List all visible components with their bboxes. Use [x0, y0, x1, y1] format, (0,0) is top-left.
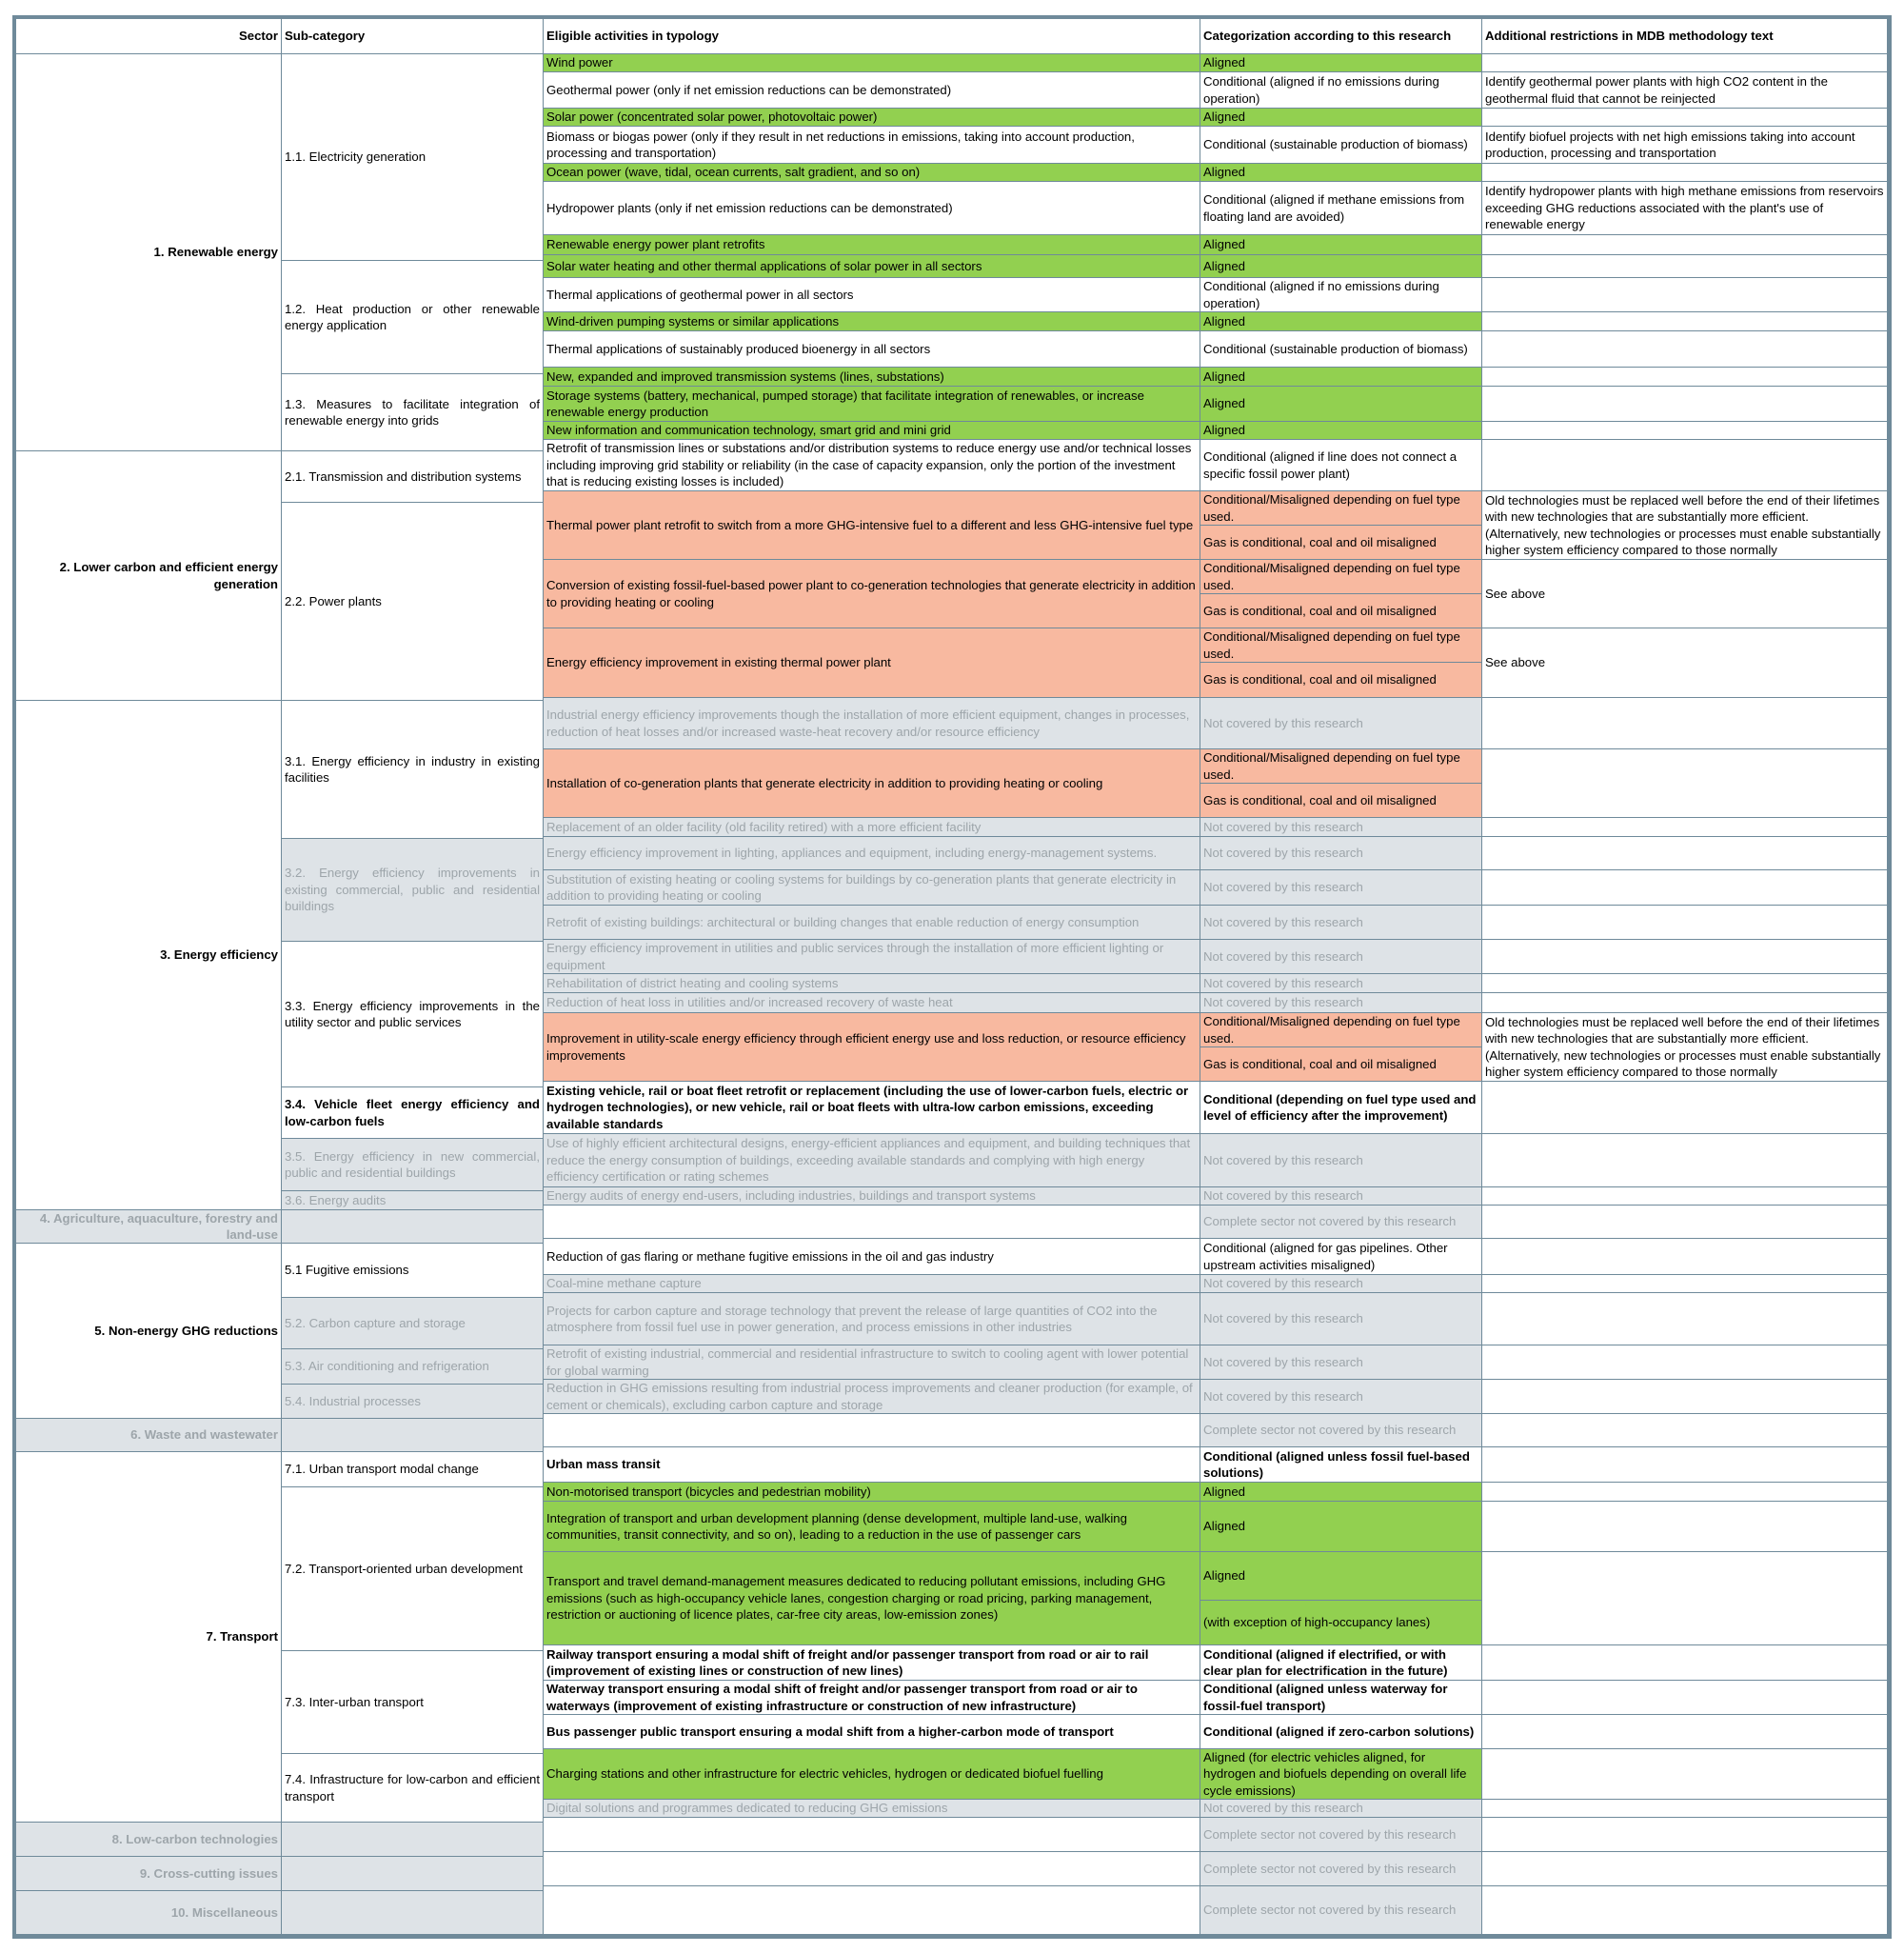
subcategory-label: 3.3. Energy efficiency improvements in the utility sector and public services	[282, 942, 544, 1087]
sector-label: 8. Low-carbon technologies	[16, 1823, 282, 1857]
activity-cell: Solar power (concentrated solar power, photovoltaic power)	[544, 109, 1200, 127]
categorization-cell: Conditional/Misaligned depending on fuel type used.	[1200, 628, 1482, 663]
categorization-cell: Gas is conditional, coal and oil misaligned	[1200, 594, 1482, 628]
categorization-cell: Complete sector not covered by this research	[1200, 1886, 1482, 1935]
categorization-cell: Complete sector not covered by this research	[1200, 1818, 1482, 1852]
subcategory-label: 3.1. Energy efficiency in industry in existing facilities	[282, 701, 544, 839]
categorization-cell: Not covered by this research	[1200, 1345, 1482, 1380]
restriction-cell	[1482, 1275, 1888, 1293]
categorization-cell: Conditional/Misaligned depending on fuel type used.	[1200, 491, 1482, 526]
activity-cell: Projects for carbon capture and storage technology that prevent the release of large quantities of CO2 into the atmosphere from fossil fuel use in power generation, and process emissions in other industries	[544, 1293, 1200, 1345]
restriction-cell: See above	[1482, 628, 1888, 698]
activity-cell: Coal-mine methane capture	[544, 1275, 1200, 1293]
activity-cell: Ocean power (wave, tidal, ocean currents, salt gradient, and so on)	[544, 164, 1200, 182]
subcategory-label: 5.4. Industrial processes	[282, 1385, 544, 1419]
activity-cell: Substitution of existing heating or cooling systems for buildings by co-generation plants that generate electricity in addition to providing heating or cooling	[544, 870, 1200, 906]
activity-cell: Digital solutions and programmes dedicated to reducing GHG emissions	[544, 1800, 1200, 1818]
categorization-cell: Conditional (depending on fuel type used and level of efficiency after the improvement)	[1200, 1082, 1482, 1134]
activity-cell: Biomass or biogas power (only if they result in net reductions in emissions, taking into account production, processing and transportation)	[544, 127, 1200, 164]
restriction-cell	[1482, 1187, 1888, 1206]
header-sector: Sector	[16, 19, 282, 54]
restriction-cell	[1482, 1886, 1888, 1935]
restriction-cell	[1482, 1483, 1888, 1502]
categorization-cell: Aligned	[1200, 255, 1482, 278]
categorization-cell: Aligned	[1200, 312, 1482, 331]
restriction-cell	[1482, 368, 1888, 387]
restriction-cell	[1482, 974, 1888, 993]
restriction-cell	[1482, 1447, 1888, 1483]
restriction-cell	[1482, 1552, 1888, 1645]
activity-cell: Storage systems (battery, mechanical, pumped storage) that facilitate integration of renewables, or increase renewable energy production	[544, 387, 1200, 422]
categorization-cell: Aligned	[1200, 54, 1482, 72]
categorization-cell: Conditional (aligned unless waterway for fossil-fuel transport)	[1200, 1681, 1482, 1715]
activity-cell	[544, 1206, 1200, 1239]
subcategory-label: 5.3. Air conditioning and refrigeration	[282, 1349, 544, 1385]
activity-cell: Retrofit of existing industrial, commercial and residential infrastructure to switch to cooling agent with lower potential for global warming	[544, 1345, 1200, 1380]
subcategory-label	[282, 1210, 544, 1244]
activity-cell: Bus passenger public transport ensuring a modal shift from a higher-carbon mode of transport	[544, 1715, 1200, 1749]
sector-label: 5. Non-energy GHG reductions	[16, 1244, 282, 1419]
subcategory-label: 3.2. Energy efficiency improvements in existing commercial, public and residential buildings	[282, 839, 544, 942]
restriction-cell	[1482, 1082, 1888, 1134]
activity-cell: Existing vehicle, rail or boat fleet retrofit or replacement (including the use of lower-carbon fuels, electric or hydrogen technologies), or new vehicle, rail or boat fleets with ultra-low carbon emissions, exceeding available standards	[544, 1082, 1200, 1134]
restriction-cell	[1482, 235, 1888, 255]
categorization-cell: Conditional (aligned if methane emissions from floating land are avoided)	[1200, 182, 1482, 235]
activity-cell: Charging stations and other infrastructure for electric vehicles, hydrogen or dedicated biofuel fuelling	[544, 1749, 1200, 1800]
restriction-cell	[1482, 1818, 1888, 1852]
categorization-cell: Aligned	[1200, 1502, 1482, 1552]
restriction-cell	[1482, 1749, 1888, 1800]
activity-cell: Railway transport ensuring a modal shift of freight and/or passenger transport from road or air to rail (improvement of existing lines or construction of new lines)	[544, 1645, 1200, 1681]
restriction-cell	[1482, 1293, 1888, 1345]
subcategory-label: 5.1 Fugitive emissions	[282, 1244, 544, 1298]
categorization-cell: Aligned	[1200, 1483, 1482, 1502]
sector-label: 2. Lower carbon and efficient energy generation	[16, 451, 282, 701]
subcategory-label	[282, 1419, 544, 1452]
restriction-cell	[1482, 1681, 1888, 1715]
restriction-cell	[1482, 818, 1888, 837]
restriction-cell	[1482, 993, 1888, 1013]
categorization-cell: Not covered by this research	[1200, 1800, 1482, 1818]
activity-cell: Non-motorised transport (bicycles and pedestrian mobility)	[544, 1483, 1200, 1502]
subcategory-label: 7.4. Infrastructure for low-carbon and efficient transport	[282, 1754, 544, 1823]
activity-cell: New information and communication technology, smart grid and mini grid	[544, 422, 1200, 440]
categorization-cell: Conditional (aligned if line does not connect a specific fossil power plant)	[1200, 440, 1482, 491]
activity-cell: Installation of co-generation plants that generate electricity in addition to providing heating or cooling	[544, 749, 1200, 818]
restriction-cell	[1482, 278, 1888, 312]
categorization-cell: Not covered by this research	[1200, 1293, 1482, 1345]
restriction-cell	[1482, 1800, 1888, 1818]
categorization-cell: Not covered by this research	[1200, 698, 1482, 749]
activity-cell: Integration of transport and urban development planning (dense development, multiple land-use, walking communities, transit connectivity, and so on), leading to a reduction in the use of passenger cars	[544, 1502, 1200, 1552]
header-subcategory: Sub-category	[282, 19, 544, 54]
restriction-cell: Old technologies must be replaced well before the end of their lifetimes with new technologies that are substantially more efficient. (Alternatively, new technologies or processes must enable substantially higher system efficiency compared to those normally	[1482, 1013, 1888, 1082]
restriction-cell	[1482, 1345, 1888, 1380]
categorization-cell: Not covered by this research	[1200, 1134, 1482, 1187]
categorization-cell: Aligned	[1200, 387, 1482, 422]
subcategory-label: 3.6. Energy audits	[282, 1191, 544, 1210]
sector-label: 6. Waste and wastewater	[16, 1419, 282, 1452]
activity-cell: Conversion of existing fossil-fuel-based power plant to co-generation technologies that generate electricity in addition to providing heating or cooling	[544, 560, 1200, 628]
categorization-cell: Complete sector not covered by this research	[1200, 1852, 1482, 1886]
categorization-cell: Gas is conditional, coal and oil misaligned	[1200, 663, 1482, 698]
activity-cell: Retrofit of transmission lines or substations and/or distribution systems to reduce energy use and/or technical losses including improving grid stability or reliability (in the case of capacity expansion, only the portion of the investment that is reducing existing losses is included)	[544, 440, 1200, 491]
subcategory-label: 3.4. Vehicle fleet energy efficiency and low-carbon fuels	[282, 1087, 544, 1139]
subcategory-label: 2.1. Transmission and distribution systems	[282, 451, 544, 503]
categorization-cell: Aligned	[1200, 109, 1482, 127]
activity-cell	[544, 1414, 1200, 1447]
restriction-cell	[1482, 331, 1888, 368]
activity-cell: Rehabilitation of district heating and cooling systems	[544, 974, 1200, 993]
restriction-cell	[1482, 164, 1888, 182]
subcategory-label: 3.5. Energy efficiency in new commercial, public and residential buildings	[282, 1139, 544, 1191]
restriction-cell	[1482, 255, 1888, 278]
header-categorization: Categorization according to this research	[1200, 19, 1482, 54]
sector-label: 4. Agriculture, aquaculture, forestry and land-use	[16, 1210, 282, 1244]
activity-cell: Use of highly efficient architectural designs, energy-efficient appliances and equipment, and building techniques that reduce the energy consumption of buildings, exceeding available standards and complying with high energy efficiency certification or rating schemes	[544, 1134, 1200, 1187]
categorization-cell: Conditional (aligned for gas pipelines. Other upstream activities misaligned)	[1200, 1239, 1482, 1275]
categorization-cell: Complete sector not covered by this research	[1200, 1206, 1482, 1239]
categorization-cell: Not covered by this research	[1200, 974, 1482, 993]
categorization-cell: Not covered by this research	[1200, 1275, 1482, 1293]
restriction-cell	[1482, 312, 1888, 331]
header-restrictions: Additional restrictions in MDB methodology text	[1482, 19, 1888, 54]
restriction-cell	[1482, 1414, 1888, 1447]
activity-cell: Thermal applications of geothermal power in all sectors	[544, 278, 1200, 312]
categorization-cell: Not covered by this research	[1200, 993, 1482, 1013]
categorization-cell: Gas is conditional, coal and oil misaligned	[1200, 1047, 1482, 1082]
restriction-cell	[1482, 1134, 1888, 1187]
activity-cell: Industrial energy efficiency improvements though the installation of more efficient equipment, changes in processes, reduction of heat losses and/or increased waste-heat recovery and/or resource efficiency	[544, 698, 1200, 749]
restriction-cell	[1482, 387, 1888, 422]
restriction-cell	[1482, 1852, 1888, 1886]
activity-cell: Energy efficiency improvement in utilities and public services through the installation of more efficient lighting or equipment	[544, 940, 1200, 974]
categorization-cell: Aligned	[1200, 1552, 1482, 1601]
categorization-cell: Aligned	[1200, 422, 1482, 440]
restriction-cell: See above	[1482, 560, 1888, 628]
categorization-cell: Complete sector not covered by this research	[1200, 1414, 1482, 1447]
restriction-cell	[1482, 109, 1888, 127]
categorization-cell: Not covered by this research	[1200, 870, 1482, 906]
activity-cell: Thermal applications of sustainably produced bioenergy in all sectors	[544, 331, 1200, 368]
activity-cell: Reduction in GHG emissions resulting from industrial process improvements and cleaner production (for example, of cement or chemicals), excluding carbon capture and storage	[544, 1380, 1200, 1414]
activity-cell: Wind power	[544, 54, 1200, 72]
sector-label: 1. Renewable energy	[16, 54, 282, 451]
activity-cell	[544, 1886, 1200, 1935]
subcategory-label	[282, 1891, 544, 1935]
activity-cell: Reduction of heat loss in utilities and/or increased recovery of waste heat	[544, 993, 1200, 1013]
restriction-cell: Identify hydropower plants with high methane emissions from reservoirs exceeding GHG reductions associated with the plant's use of renewable energy	[1482, 182, 1888, 235]
categorization-cell: Conditional (aligned if no emissions during operation)	[1200, 278, 1482, 312]
activity-cell: Renewable energy power plant retrofits	[544, 235, 1200, 255]
subcategory-label: 1.2. Heat production or other renewable energy application	[282, 261, 544, 374]
restriction-cell	[1482, 1380, 1888, 1414]
categorization-cell: Aligned	[1200, 235, 1482, 255]
categorization-cell: (with exception of high-occupancy lanes)	[1200, 1601, 1482, 1645]
restriction-cell: Identify geothermal power plants with high CO2 content in the geothermal fluid that cannot be reinjected	[1482, 72, 1888, 109]
restriction-cell	[1482, 1715, 1888, 1749]
restriction-cell	[1482, 1645, 1888, 1681]
restriction-cell	[1482, 1239, 1888, 1275]
activity-cell: Energy audits of energy end-users, including industries, buildings and transport systems	[544, 1187, 1200, 1206]
categorization-cell: Not covered by this research	[1200, 837, 1482, 870]
categorization-cell: Conditional (aligned if zero-carbon solutions)	[1200, 1715, 1482, 1749]
activity-cell: Energy efficiency improvement in existing thermal power plant	[544, 628, 1200, 698]
subcategory-label: 1.3. Measures to facilitate integration of renewable energy into grids	[282, 374, 544, 451]
restriction-cell	[1482, 749, 1888, 818]
subcategory-label: 7.2. Transport-oriented urban development	[282, 1487, 544, 1651]
subcategory-label: 7.3. Inter-urban transport	[282, 1651, 544, 1754]
activity-cell: Improvement in utility-scale energy efficiency through efficient energy use and loss reduction, or resource efficiency improvements	[544, 1013, 1200, 1082]
categorization-cell: Aligned	[1200, 164, 1482, 182]
restriction-cell	[1482, 1502, 1888, 1552]
restriction-cell	[1482, 1206, 1888, 1239]
activity-cell	[544, 1852, 1200, 1886]
activity-cell: Replacement of an older facility (old facility retired) with a more efficient facility	[544, 818, 1200, 837]
activity-cell: Retrofit of existing buildings: architectural or building changes that enable reduction of energy consumption	[544, 906, 1200, 940]
activity-cell: Energy efficiency improvement in lighting, appliances and equipment, including energy-management systems.	[544, 837, 1200, 870]
restriction-cell: Old technologies must be replaced well before the end of their lifetimes with new technologies that are substantially more efficient. (Alternatively, new technologies or processes must enable substantially higher system efficiency compared to those normally	[1482, 491, 1888, 560]
activity-cell: Thermal power plant retrofit to switch from a more GHG-intensive fuel to a different and less GHG-intensive fuel type	[544, 491, 1200, 560]
categorization-cell: Not covered by this research	[1200, 906, 1482, 940]
activity-cell: Wind-driven pumping systems or similar applications	[544, 312, 1200, 331]
restriction-cell	[1482, 698, 1888, 749]
activity-cell: Hydropower plants (only if net emission reductions can be demonstrated)	[544, 182, 1200, 235]
categorization-cell: Conditional/Misaligned depending on fuel type used.	[1200, 560, 1482, 594]
activity-cell: Solar water heating and other thermal applications of solar power in all sectors	[544, 255, 1200, 278]
categorization-cell: Not covered by this research	[1200, 940, 1482, 974]
categorization-cell: Conditional (aligned if no emissions during operation)	[1200, 72, 1482, 109]
categorization-cell: Conditional (sustainable production of biomass)	[1200, 331, 1482, 368]
subcategory-label: 2.2. Power plants	[282, 503, 544, 701]
sector-label: 7. Transport	[16, 1452, 282, 1823]
restriction-cell	[1482, 54, 1888, 72]
activity-cell: Geothermal power (only if net emission reductions can be demonstrated)	[544, 72, 1200, 109]
restriction-cell	[1482, 440, 1888, 491]
categorization-cell: Not covered by this research	[1200, 1187, 1482, 1206]
restriction-cell: Identify biofuel projects with net high emissions taking into account production, processing and transportation	[1482, 127, 1888, 164]
header-activities: Eligible activities in typology	[544, 19, 1200, 54]
subcategory-label: 1.1. Electricity generation	[282, 54, 544, 261]
categorization-cell: Conditional/Misaligned depending on fuel type used.	[1200, 749, 1482, 784]
categorization-cell: Aligned (for electric vehicles aligned, for hydrogen and biofuels depending on overall life cycle emissions)	[1200, 1749, 1482, 1800]
subcategory-label: 5.2. Carbon capture and storage	[282, 1298, 544, 1349]
restriction-cell	[1482, 870, 1888, 906]
categorization-cell: Gas is conditional, coal and oil misaligned	[1200, 784, 1482, 818]
restriction-cell	[1482, 422, 1888, 440]
subcategory-label	[282, 1823, 544, 1857]
restriction-cell	[1482, 837, 1888, 870]
activity-cell	[544, 1818, 1200, 1852]
categorization-cell: Aligned	[1200, 368, 1482, 387]
sector-label: 3. Energy efficiency	[16, 701, 282, 1210]
categorization-cell: Not covered by this research	[1200, 818, 1482, 837]
subcategory-label	[282, 1857, 544, 1891]
categorization-cell: Not covered by this research	[1200, 1380, 1482, 1414]
activity-cell: Waterway transport ensuring a modal shift of freight and/or passenger transport from road or air to waterways (improvement of existing infrastructure or construction of new infrastructure)	[544, 1681, 1200, 1715]
activity-cell: New, expanded and improved transmission systems (lines, substations)	[544, 368, 1200, 387]
activity-cell: Transport and travel demand-management measures dedicated to reducing pollutant emissions, including GHG emissions (such as high-occupancy vehicle lanes, congestion charging or road pricing, parking management, restriction or auctioning of licence plates, car-free city areas, low-emission zones)	[544, 1552, 1200, 1645]
categorization-cell: Conditional (aligned unless fossil fuel-based solutions)	[1200, 1447, 1482, 1483]
subcategory-label: 7.1. Urban transport modal change	[282, 1452, 544, 1487]
sector-label: 10. Miscellaneous	[16, 1891, 282, 1935]
categorization-cell: Conditional (aligned if electrified, or with clear plan for electrification in the future)	[1200, 1645, 1482, 1681]
restriction-cell	[1482, 906, 1888, 940]
classification-table	[12, 15, 1892, 1939]
categorization-cell: Conditional/Misaligned depending on fuel type used.	[1200, 1013, 1482, 1047]
sector-label: 9. Cross-cutting issues	[16, 1857, 282, 1891]
activity-cell: Urban mass transit	[544, 1447, 1200, 1483]
restriction-cell	[1482, 940, 1888, 974]
activity-cell: Reduction of gas flaring or methane fugitive emissions in the oil and gas industry	[544, 1239, 1200, 1275]
categorization-cell: Gas is conditional, coal and oil misaligned	[1200, 526, 1482, 560]
categorization-cell: Conditional (sustainable production of biomass)	[1200, 127, 1482, 164]
